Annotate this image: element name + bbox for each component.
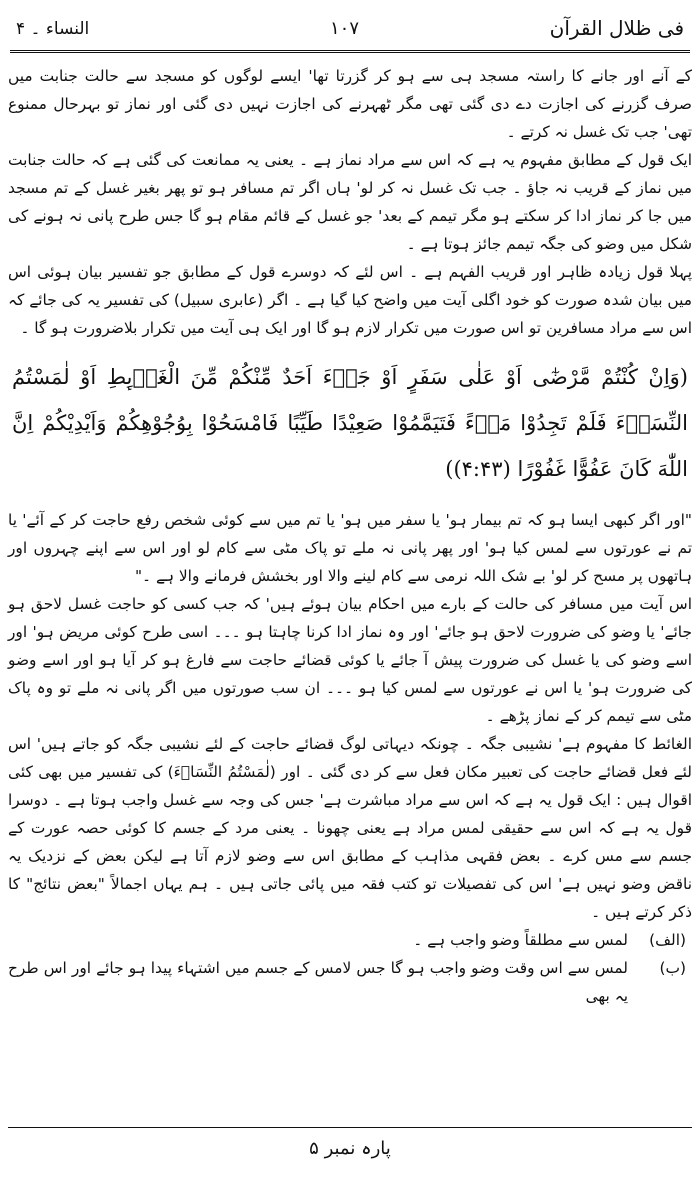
page-number: ۱۰۷ — [330, 18, 360, 39]
paragraph: کے آنے اور جانے کا راستہ مسجد ہی سے ہو کر گزرتا تھا' ایسے لوگوں کو مسجد سے حالت جنابت میں صرف گزرنے کی اجازت دے دی گئی تھی مگر ٹھہرنے کی اجازت نہیں دی گئی اور نماز تو بہرحال ممنوع تھی' جب تک غسل نہ کرتے ۔ — [8, 67, 692, 141]
para-number-footer: پارہ نمبر ۵ — [309, 1138, 391, 1159]
page-header — [10, 14, 690, 53]
list-marker: (ب) — [659, 959, 686, 977]
page-body — [8, 62, 692, 1010]
verse-translation: "اور اگر کبھی ایسا ہو کہ تم بیمار ہو' یا سفر میں ہو' یا تم میں سے کوئی شخص رفع حاجت کر کے آئے' یا تم نے عورتوں سے لمس کیا ہو' اور پھر پانی نہ ملے تو پاک مٹی سے کام لو اور اس سے اپنے چہروں اور ہاتھوں پر مسح کر لو' بے شک اللہ نرمی سے کام لینے والا اور بخشش فرمانے والا ہے ۔" — [8, 511, 692, 585]
quran-verse: (وَاِنْ كُنْتُمْ مَّرْضٰٓى اَوْ عَلٰى سَفَرٍ اَوْ جَاۗءَ اَحَدٌ مِّنْكُمْ مِّنَ الْغَاۗىِٕطِ اَوْ لٰمَسْتُمُ النِّسَاۗءَ فَلَمْ تَجِدُوْا مَاۗءً فَتَيَمَّمُوْا صَعِيْدًا طَيِّبًا فَامْسَحُوْا بِوُجُوْهِكُمْ وَاَيْدِيْكُمْ اِنَّ اللّٰهَ كَانَ عَفُوًّا غَفُوْرًا (۴:۴۳)) — [12, 365, 688, 481]
list-item — [8, 954, 692, 1010]
surah-label: النساء ۔ ۴ — [16, 19, 90, 39]
paragraph: ایک قول کے مطابق مفہوم یہ ہے کہ اس سے مراد نماز ہے ۔ یعنی یہ ممانعت کی گئی ہے کہ حالت جنابت میں نماز کے قریب نہ جاؤ ۔ جب تک غسل نہ کر لو' ہاں اگر تم مسافر ہو تو پھر بغیر غسل کے تم مسجد میں جا کر نماز ادا کر سکتے ہو مگر تیمم کے بعد' جو غسل کے قائم مقام ہو گا جس طرح پانی نہ ہونے کی شکل میں وضو کی جگہ تیمم جائز ہوتا ہے ۔ — [8, 151, 692, 253]
list-item-text: لمس سے اس وقت وضو واجب ہو گا جس لامس کے جسم میں اشتہاء پیدا ہو جائے اور اس طرح یہ بھی — [8, 959, 629, 1005]
list-item — [8, 926, 692, 954]
paragraph: پہلا قول زیادہ ظاہر اور قریب الفہم ہے ۔ اس لئے کہ دوسرے قول کے مطابق جو تفسیر بیان ہوئی اس میں بیان شدہ صورت کو خود اگلی آیت میں واضح کیا گیا ہے ۔ اگر (عابری سبیل) کی تفسیر یہ کی جائے کہ اس سے مراد مسافرین تو اس صورت میں تکرار لازم ہو گا اور ایک ہی آیت میں تکرار بلاضرورت ہو گا ۔ — [8, 263, 692, 337]
book-title: فی ظلال القرآن — [549, 16, 684, 40]
paragraph: الغائط کا مفہوم ہے' نشیبی جگہ ۔ چونکہ دیہاتی لوگ قضائے حاجت کے لئے نشیبی جگہ کو جاتے ہیں' اس لئے فعل قضائے حاجت کی تعبیر مکان فعل سے کر دی گئی ۔ اور (لٰمَسْتُمُ النِّسَاۗءَ) کی تفسیر میں بھی کئی اقوال ہیں : ایک قول یہ ہے کہ اس سے مراد مباشرت ہے' جس کی وجہ سے غسل واجب ہوتا ہے ۔ دوسرا قول یہ ہے کہ اس سے حقیقی لمس مراد ہے یعنی چھونا ۔ یعنی مرد کے جسم کا کوئی حصہ عورت کے جسم سے مس کرے ۔ بعض فقہی مذاہب کے مطابق اس سے وضو لازم آتا ہے لیکن بعض کے نزدیک یہ ناقض وضو نہیں ہے' اس کی تفصیلات تو کتب فقہ میں پائی جاتی ہیں ۔ ہم یہاں اجمالاً "بعض نتائج" کا ذکر کرتے ہیں ۔ — [8, 735, 692, 921]
paragraph: اس آیت میں مسافر کی حالت کے بارے میں احکام بیان ہوئے ہیں' کہ جب کسی کو حاجت غسل لاحق ہو جائے' یا وضو کی ضرورت لاحق ہو جائے' اور وہ نماز ادا کرنا چاہتا ہو ۔۔۔ اسی طرح کوئی مریض ہو' اور اسے وضو کی یا غسل کی ضرورت پیش آ جائے یا کوئی قضائے حاجت سے فارغ ہو کر آیا ہو اور اسے وضو کی ضرورت ہو' یا اس نے عورتوں سے لمس کیا ہو ۔۔۔ ان سب صورتوں میں اگر پانی نہ ملے تو وہ پاک مٹی سے تیمم کر کے نماز پڑھے ۔ — [8, 595, 692, 725]
list-item-text: لمس سے مطلقاً وضو واجب ہے ۔ — [413, 931, 628, 949]
footer-divider — [8, 1127, 692, 1128]
list-marker: (الف) — [649, 931, 686, 949]
